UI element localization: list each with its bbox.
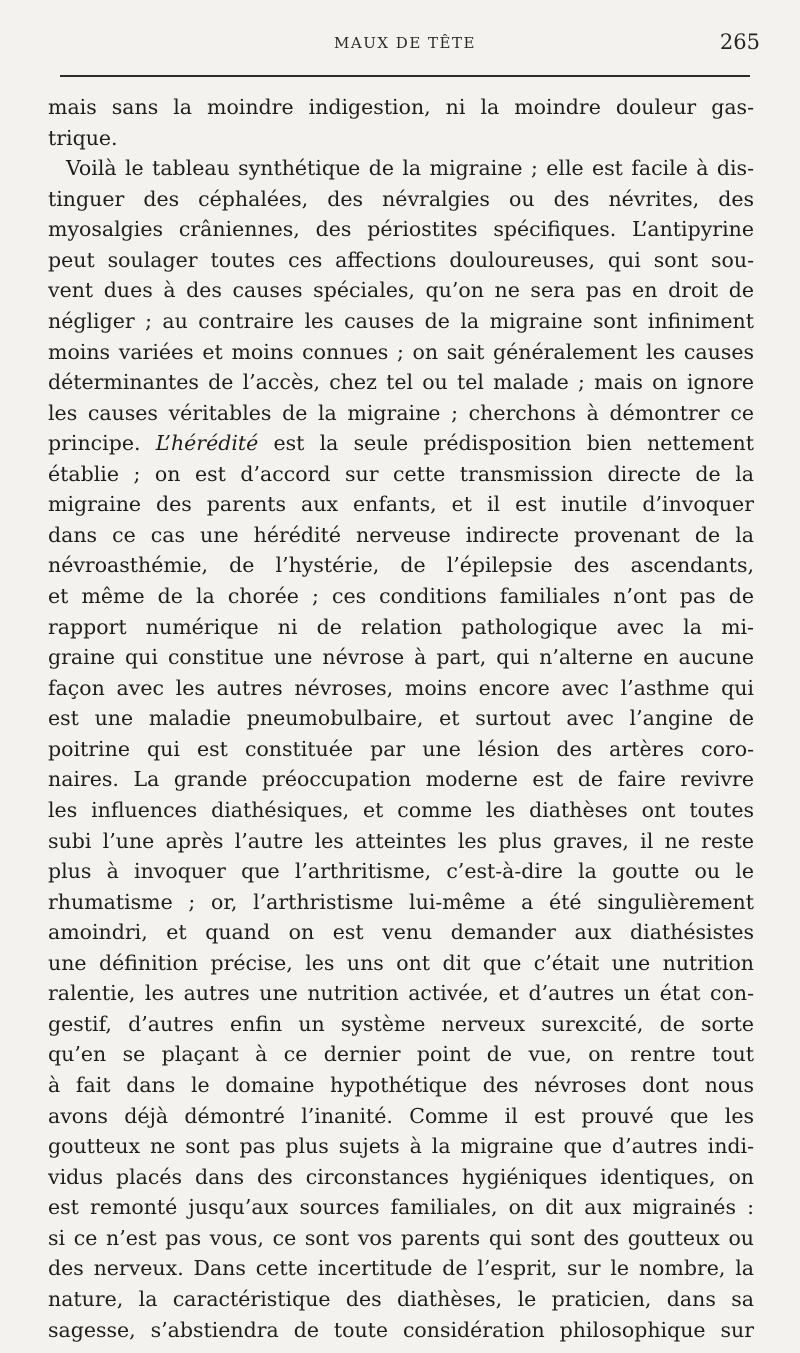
text-line: subi l’une après l’autre les atteintes les plus graves, il ne reste	[48, 828, 754, 853]
text-line	[48, 428, 754, 459]
text-line: graine qui constitue une névrose à part, qui n’alterne en aucune	[48, 645, 754, 670]
running-head-title: MAUX DE TÊTE	[334, 34, 476, 52]
text-line: vent dues à des causes spéciales, qu’on ne sera pas en droit de	[48, 278, 754, 303]
text-line: tinguer des céphalées, des névralgies ou des névrites, des	[48, 186, 754, 211]
text-line: rhumatisme ; or, l’arthristisme lui-même a été singulièrement	[48, 889, 754, 914]
text-line: goutteux ne sont pas plus sujets à la migraine que d’autres indi-	[48, 1134, 754, 1159]
text-line: nature, la caractéristique des diathèses, le praticien, dans sa	[48, 1286, 754, 1311]
text-line: une définition précise, les uns ont dit que c’était une nutrition	[48, 950, 754, 975]
text-line: myosalgies crâniennes, des périostites spécifiques. L’antipyrine	[48, 217, 754, 242]
text-line: Voilà le tableau synthétique de la migraine ; elle est facile à dis-	[66, 156, 754, 181]
text-line: gestif, d’autres enfin un système nerveux surexcité, de sorte	[48, 1011, 754, 1036]
text-line: si ce n’est pas vous, ce sont vos parents qui sont des goutteux ou	[48, 1225, 754, 1250]
text-line: mais sans la moindre indigestion, ni la moindre douleur gas-	[48, 95, 754, 119]
text-line: à fait dans le domaine hypothétique des névroses dont nous	[48, 1073, 754, 1097]
text-line: façon avec les autres névroses, moins encore avec l’asthme qui	[48, 675, 754, 700]
text-line: vidus placés dans des circonstances hygiéniques identiques, on	[48, 1164, 754, 1189]
text-line: qu’en se plaçant à ce dernier point de vue, on rentre tout	[48, 1042, 754, 1067]
text-line: est remonté jusqu’aux sources familiales, on dit aux migrainés :	[48, 1195, 754, 1220]
page-number: 265	[719, 30, 760, 54]
text-line: les influences diathésiques, et comme les diathèses ont toutes	[48, 797, 754, 822]
text-line: avons déjà démontré l’inanité. Comme il est prouvé que les	[48, 1103, 754, 1128]
text-line: amoindri, et quand on est venu demander aux diathésistes	[48, 920, 754, 945]
text-line: naires. La grande préoccupation moderne est de faire revivre	[48, 767, 754, 792]
text-line: déterminantes de l’accès, chez tel ou tel malade ; mais on ignore	[48, 370, 754, 395]
header-rule	[60, 75, 750, 77]
text-line: dans ce cas une hérédité nerveuse indirecte provenant de la	[48, 522, 754, 547]
text-line: négliger ; au contraire les causes de la migraine sont infiniment	[48, 308, 754, 333]
running-head	[46, 24, 764, 60]
text-line: trique.	[48, 125, 118, 150]
text-line: établie ; on est d’accord sur cette transmission directe de la	[48, 461, 754, 486]
body-text	[48, 92, 754, 1345]
text-line-part: est la seule prédisposition bien nettement	[258, 431, 754, 456]
italic-term: L’hérédité	[155, 431, 259, 456]
text-line: névroasthémie, de l’hystérie, de l’épilepsie des ascendants,	[48, 553, 754, 578]
text-line: poitrine qui est constituée par une lésion des artères coro-	[48, 736, 754, 761]
text-line: plus à invoquer que l’arthritisme, c’est-à-dire la goutte ou le	[48, 859, 754, 884]
text-line: sagesse, s’abstiendra de toute considération philosophique sur	[48, 1317, 754, 1342]
text-line: peut soulager toutes ces affections douloureuses, qui sont sou-	[48, 247, 754, 272]
text-line-part: principe.	[48, 431, 156, 456]
text-line: ralentie, les autres une nutrition activée, et d’autres un état con-	[48, 981, 754, 1006]
text-line: les causes véritables de la migraine ; cherchons à démontrer ce	[48, 400, 754, 425]
text-line: migraine des parents aux enfants, et il est inutile d’invoquer	[48, 492, 754, 517]
text-line: moins variées et moins connues ; on sait généralement les causes	[48, 339, 754, 364]
text-line: des nerveux. Dans cette incertitude de l’esprit, sur le nombre, la	[48, 1256, 754, 1281]
text-line: est une maladie pneumobulbaire, et surtout avec l’angine de	[48, 706, 754, 731]
text-line: rapport numérique ni de relation pathologique avec la mi-	[48, 614, 754, 639]
text-line: et même de la chorée ; ces conditions familiales n’ont pas de	[48, 584, 754, 608]
